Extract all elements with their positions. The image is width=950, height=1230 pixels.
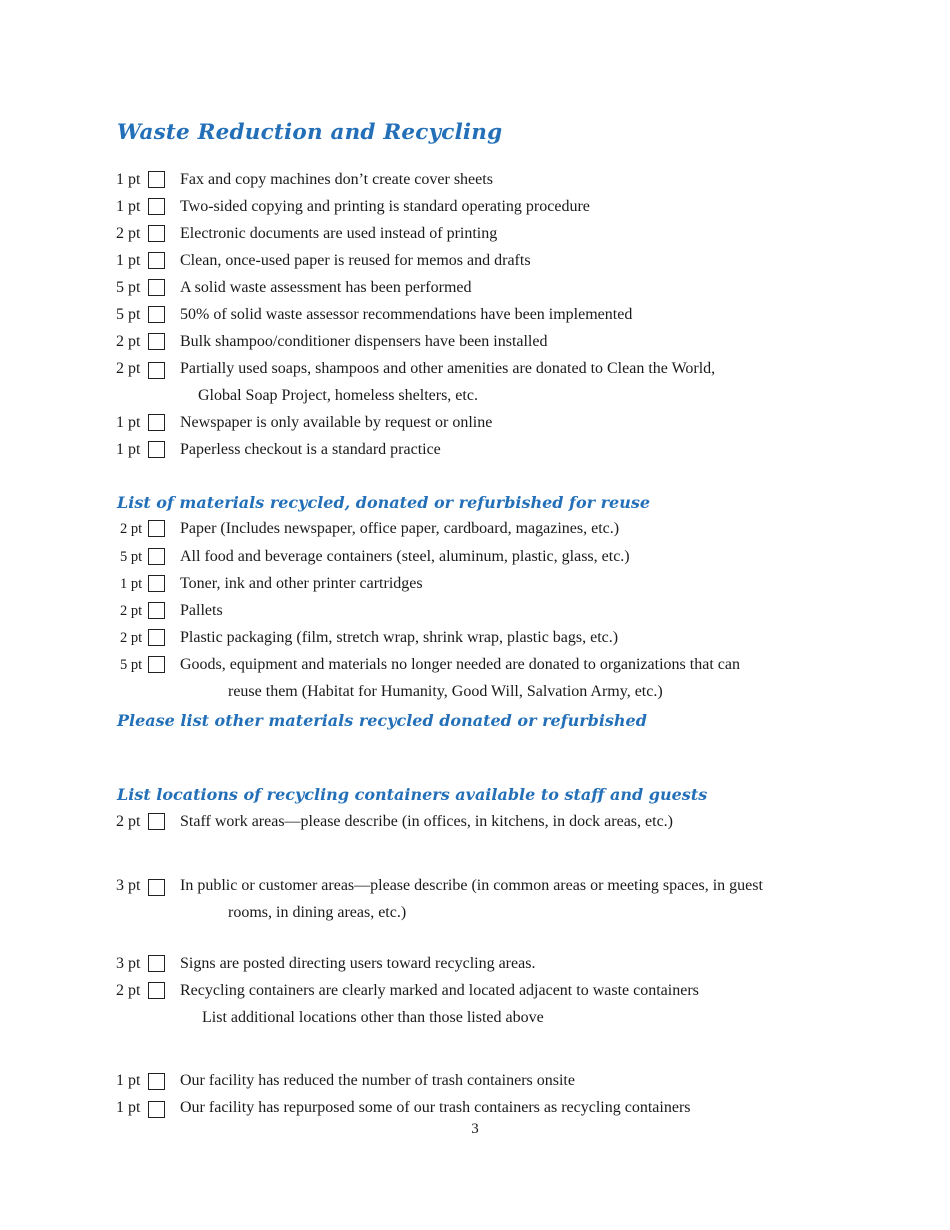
checkbox[interactable]	[148, 252, 165, 269]
item-text: Our facility has repurposed some of our trash containers as recycling containers	[180, 1099, 691, 1116]
item-text: Signs are posted directing users toward recycling areas.	[180, 955, 536, 972]
item-text: Two-sided copying and printing is standard operating procedure	[180, 198, 590, 215]
item-text-continuation: reuse them (Habitat for Humanity, Good Will, Salvation Army, etc.)	[228, 683, 663, 700]
points-label: 1 pt	[116, 441, 141, 458]
checkbox[interactable]	[148, 602, 165, 619]
item-text: Fax and copy machines don’t create cover sheets	[180, 171, 493, 188]
item-text: Toner, ink and other printer cartridges	[180, 575, 423, 592]
item-text: Recycling containers are clearly marked and located adjacent to waste containers	[180, 982, 699, 999]
points-label: 2 pt	[116, 333, 141, 350]
page-title: Waste Reduction and Recycling	[117, 120, 503, 145]
item-text-continuation: List additional locations other than those listed above	[202, 1009, 544, 1026]
item-text-continuation: rooms, in dining areas, etc.)	[228, 904, 407, 921]
points-label: 1 pt	[116, 1072, 141, 1089]
item-text: Newspaper is only available by request or online	[180, 414, 493, 431]
item-text: Pallets	[180, 602, 223, 619]
checkbox[interactable]	[148, 813, 165, 830]
item-text: All food and beverage containers (steel, aluminum, plastic, glass, etc.)	[180, 548, 630, 565]
points-label: 2 pt	[116, 982, 141, 999]
points-label: 1 pt	[116, 252, 141, 269]
checkbox[interactable]	[148, 279, 165, 296]
checkbox[interactable]	[148, 1101, 165, 1118]
item-text: A solid waste assessment has been performed	[180, 279, 472, 296]
item-text: Partially used soaps, shampoos and other amenities are donated to Clean the World,	[180, 360, 716, 377]
points-label: 2 pt	[120, 630, 143, 646]
checkbox[interactable]	[148, 306, 165, 323]
item-text: In public or customer areas—please describe (in common areas or meeting spaces, in guest	[180, 877, 763, 894]
checkbox[interactable]	[148, 1073, 165, 1090]
checkbox[interactable]	[148, 955, 165, 972]
points-label: 5 pt	[116, 306, 141, 323]
points-label: 2 pt	[116, 813, 141, 830]
points-label: 2 pt	[120, 521, 143, 537]
item-text: Clean, once-used paper is reused for memos and drafts	[180, 252, 531, 269]
points-label: 1 pt	[116, 198, 141, 215]
checkbox[interactable]	[148, 879, 165, 896]
points-label: 3 pt	[116, 955, 141, 972]
section-heading: List of materials recycled, donated or refurbished for reuse	[117, 493, 651, 512]
checkbox[interactable]	[148, 629, 165, 646]
item-text: Plastic packaging (film, stretch wrap, shrink wrap, plastic bags, etc.)	[180, 629, 619, 646]
points-label: 2 pt	[120, 603, 143, 619]
points-label: 2 pt	[116, 225, 141, 242]
section-heading: List locations of recycling containers available to staff and guests	[117, 785, 708, 804]
checkbox[interactable]	[148, 362, 165, 379]
checkbox[interactable]	[148, 982, 165, 999]
points-label: 1 pt	[116, 1099, 141, 1116]
item-text: 50% of solid waste assessor recommendations have been implemented	[180, 306, 633, 323]
item-text: Our facility has reduced the number of trash containers onsite	[180, 1072, 575, 1089]
checkbox[interactable]	[148, 225, 165, 242]
item-text: Staff work areas—please describe (in offices, in kitchens, in dock areas, etc.)	[180, 813, 673, 830]
item-text: Goods, equipment and materials no longer needed are donated to organizations that can	[180, 656, 740, 673]
item-text: Paper (Includes newspaper, office paper, cardboard, magazines, etc.)	[180, 520, 620, 537]
item-text-continuation: Global Soap Project, homeless shelters, etc.	[198, 387, 478, 404]
points-label: 5 pt	[116, 279, 141, 296]
checkbox[interactable]	[148, 333, 165, 350]
points-label: 5 pt	[120, 549, 143, 565]
points-label: 1 pt	[120, 576, 143, 592]
checkbox[interactable]	[148, 198, 165, 215]
points-label: 5 pt	[120, 657, 143, 673]
item-text: Bulk shampoo/conditioner dispensers have been installed	[180, 333, 548, 350]
checkbox[interactable]	[148, 171, 165, 188]
checkbox[interactable]	[148, 656, 165, 673]
checkbox[interactable]	[148, 441, 165, 458]
points-label: 1 pt	[116, 171, 141, 188]
checkbox[interactable]	[148, 548, 165, 565]
page-number: 3	[471, 1121, 479, 1137]
points-label: 1 pt	[116, 414, 141, 431]
section-heading: Please list other materials recycled donated or refurbished	[117, 711, 647, 730]
checkbox[interactable]	[148, 414, 165, 431]
item-text: Paperless checkout is a standard practice	[180, 441, 441, 458]
item-text: Electronic documents are used instead of printing	[180, 225, 498, 242]
points-label: 2 pt	[116, 360, 141, 377]
checkbox[interactable]	[148, 520, 165, 537]
points-label: 3 pt	[116, 877, 141, 894]
checkbox[interactable]	[148, 575, 165, 592]
